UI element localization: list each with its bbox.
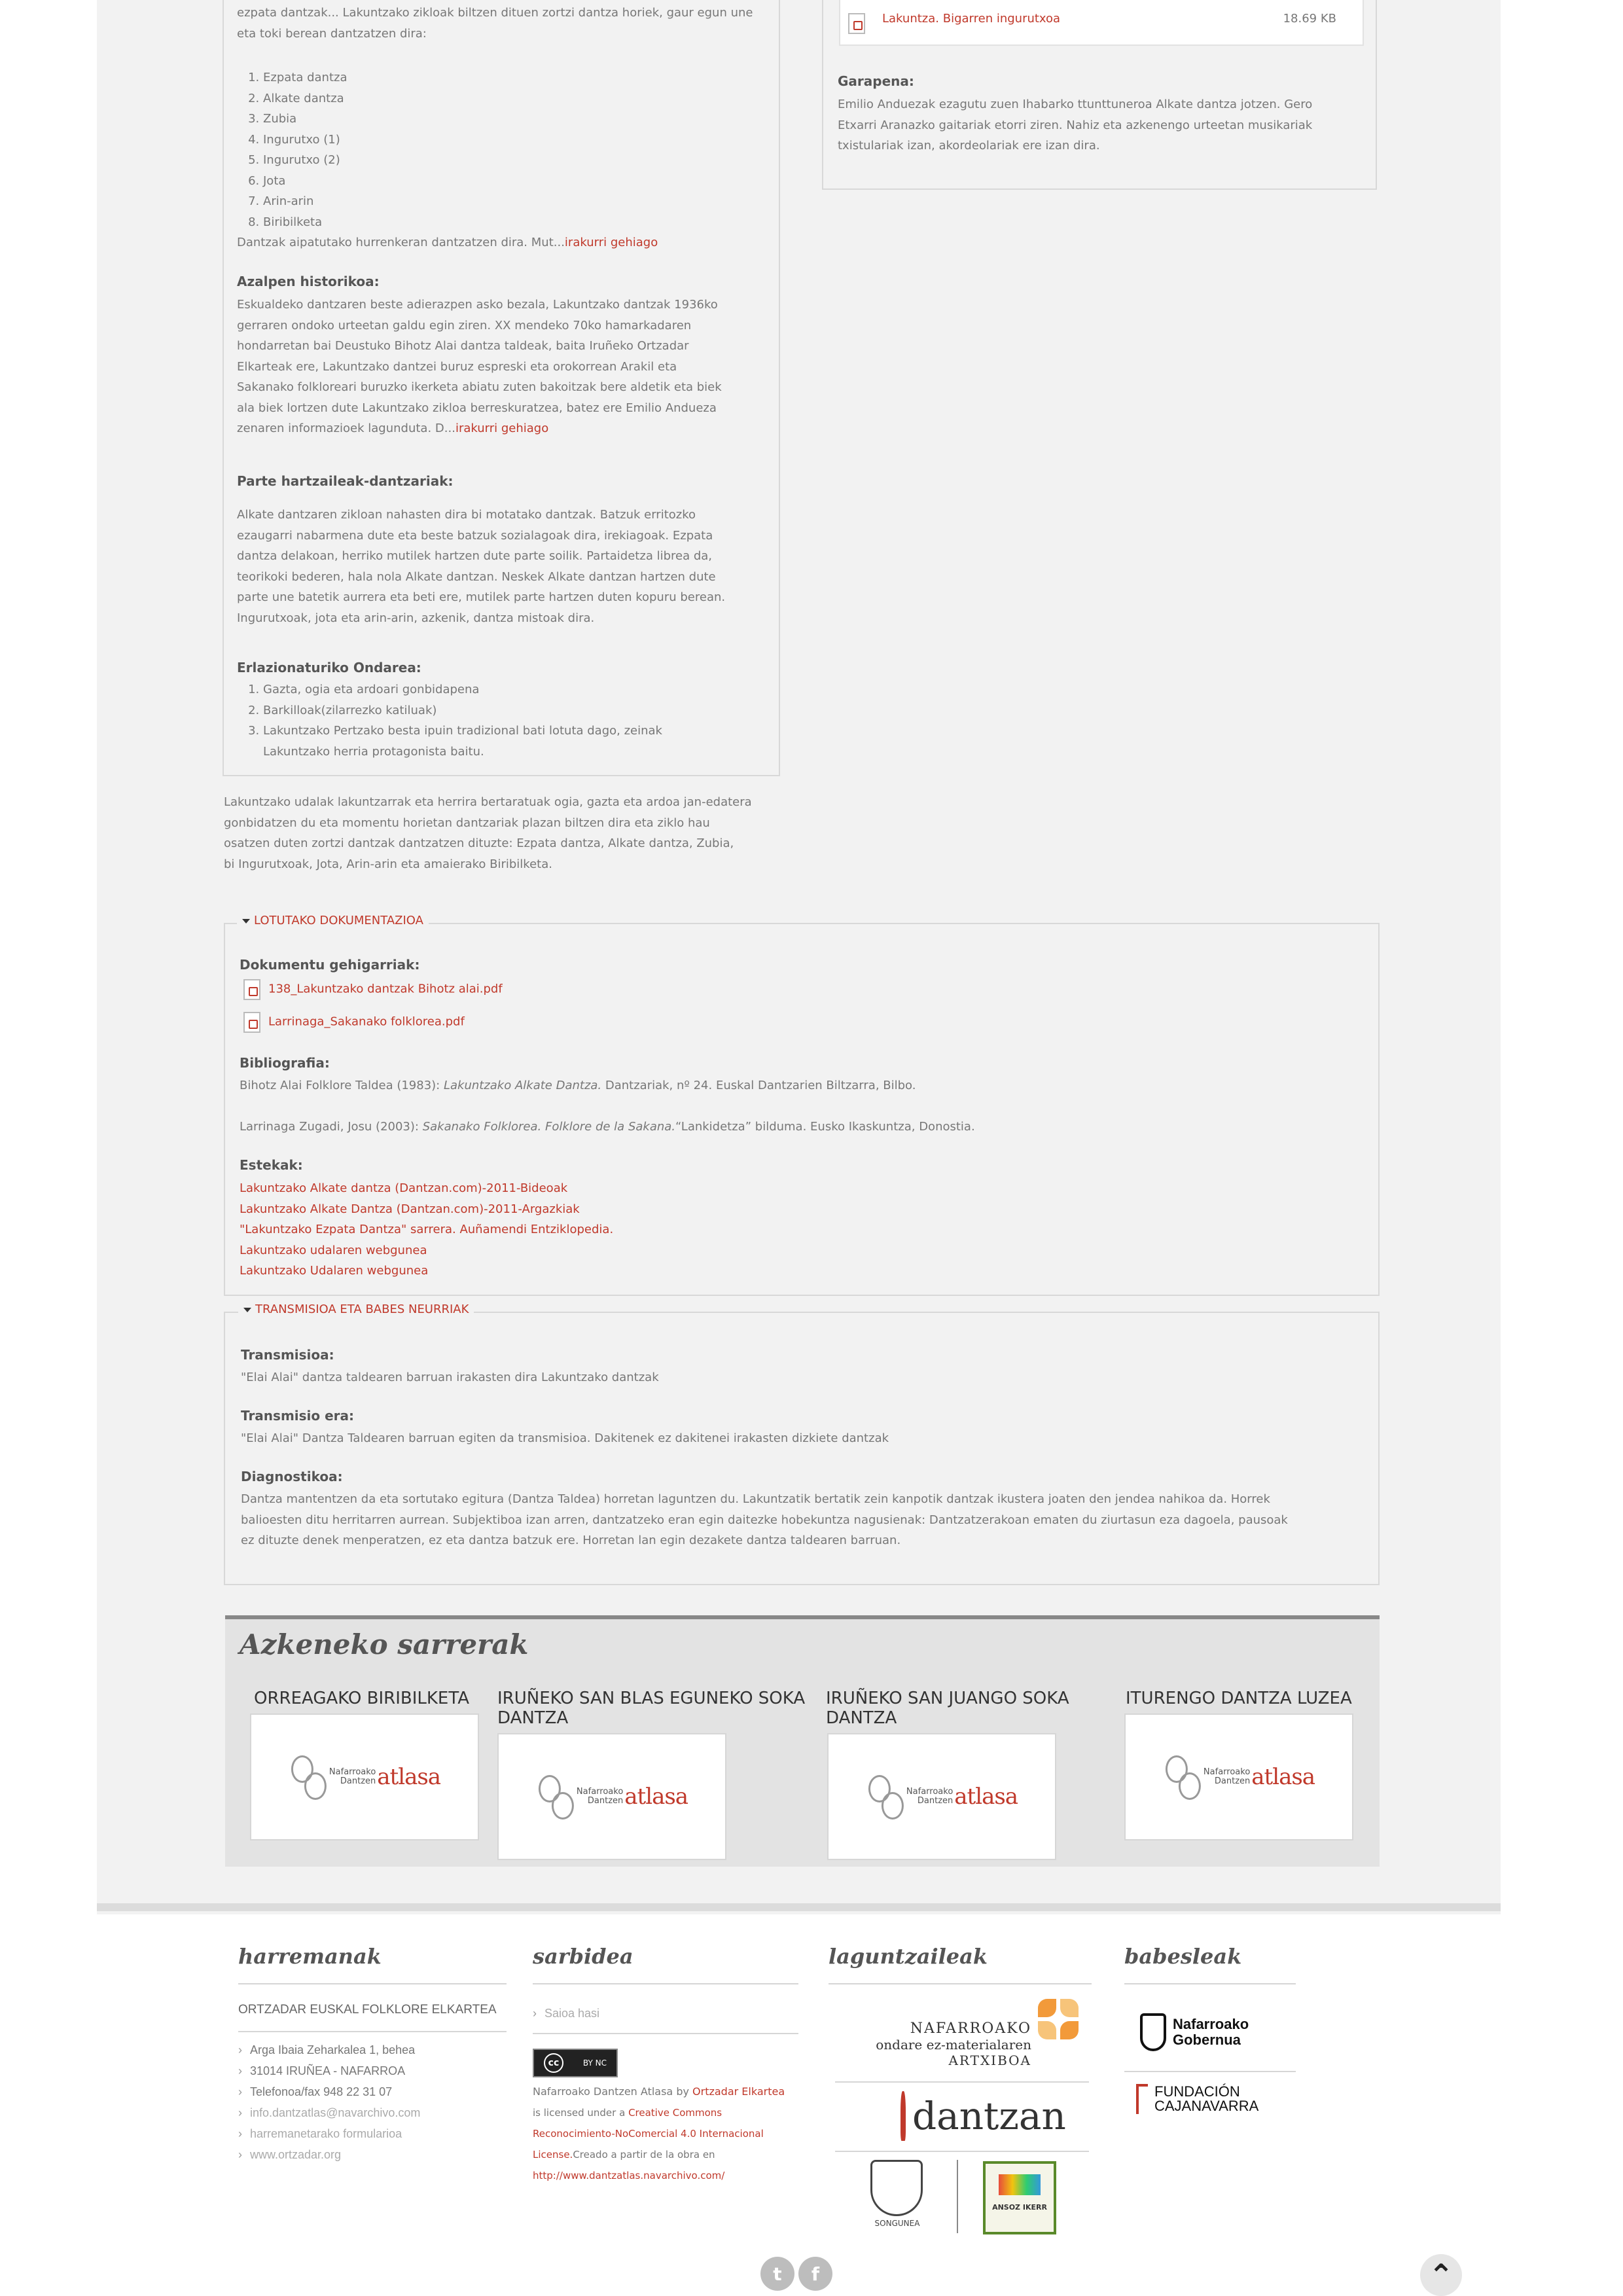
dance-item: 5. Ingurutxo (2): [263, 150, 774, 171]
license-text: [533, 2081, 808, 2186]
footer-link[interactable]: › info.dantzatlas@navarchivo.com: [238, 2102, 420, 2123]
garapena-title: Garapena:: [838, 73, 914, 89]
logo-word: atlasa: [1251, 1764, 1315, 1790]
post-card-4[interactable]: [1124, 1713, 1353, 1840]
post-link[interactable]: DANTZA: [826, 1708, 897, 1728]
file-link[interactable]: Lakuntza. Bigarren ingurutxoa: [882, 12, 1061, 26]
gobernua-line-2: Gobernua: [1173, 2032, 1241, 2048]
footer-link[interactable]: › harremanetarako formularioa: [238, 2123, 420, 2144]
pdf-icon: [848, 13, 865, 34]
biblio-work: Sakanako Folklorea. Folklore de la Sakana.: [422, 1120, 676, 1134]
footer-laguntzaileak-title: laguntzaileak: [829, 1944, 988, 1969]
trans-legend[interactable]: [238, 1302, 474, 1316]
post-link[interactable]: ITURENGO DANTZA LUZEA: [1126, 1689, 1352, 1708]
dance-item: 6. Jota: [263, 171, 774, 192]
dance-item: 2. Alkate dantza: [263, 88, 774, 109]
cc-link[interactable]: Creative Commons: [628, 2107, 722, 2119]
parteLines-line: teorikoki bederen, hala nola Alkate dantzan. Neskek Alkate dantzan hartzen dute: [237, 569, 716, 584]
artxiboa-line-2: ondare ez-materialaren: [876, 2037, 1031, 2053]
intro-after: [237, 232, 774, 253]
links-title: Estekak:: [240, 1157, 303, 1173]
atlas-logo: [1163, 1753, 1315, 1801]
doc-legend[interactable]: [237, 914, 429, 927]
summaryLines-line: Lakuntzako udalak lakuntzarrak eta herrira bertaratuak ogia, gazta eta ardoa jan-edatera: [224, 795, 752, 809]
footer-divider: [97, 1903, 1501, 1911]
cc-license-badge[interactable]: [533, 2049, 618, 2077]
external-link[interactable]: Lakuntzako Udalaren webgunea: [240, 1264, 429, 1278]
dance-list: [237, 67, 774, 232]
dance-item: 8. Biribilketa: [263, 212, 774, 233]
logo-word-top: Nafarroako: [576, 1787, 624, 1797]
summaryLines-line: gonbidatzen du eta momentu horietan dantzariak plazan biltzen dira eta ziklo hau: [224, 816, 710, 830]
logo-word-bottom: Dantzen: [340, 1776, 376, 1786]
rainbow-icon: [999, 2174, 1041, 2195]
artxiboa-line-3: ARTXIBOA: [948, 2053, 1031, 2068]
logo-word: atlasa: [954, 1784, 1018, 1810]
post-link[interactable]: IRUÑEKO SAN JUANGO SOKA: [826, 1689, 1069, 1708]
external-link[interactable]: "Lakuntzako Ezpata Dantza" sarrera. Auñamendi Entziklopedia.: [240, 1223, 614, 1236]
login-link-label[interactable]: › Saioa hasi: [533, 2003, 599, 2024]
fAddr-line: › Telefonoa/fax 948 22 31 07: [238, 2081, 415, 2102]
file-size: 18.69 KB: [1283, 12, 1336, 26]
post-card-3[interactable]: [827, 1733, 1056, 1860]
post-card-2[interactable]: [497, 1733, 726, 1860]
post-link[interactable]: DANTZA: [497, 1708, 569, 1728]
biblio-author: Larrinaga Zugadi, Josu (2003):: [240, 1120, 423, 1134]
erlazio-list: [237, 679, 774, 762]
summary-text: [224, 792, 780, 874]
azalpenLines-line: Elkarteak ere, Lakuntzako dantzei buruz espreski eta orokorrean Arakil eta: [237, 359, 677, 374]
biblio-entry-1: [240, 1075, 916, 1096]
songunea-icon: [870, 2160, 923, 2216]
post-link[interactable]: IRUÑEKO SAN BLAS EGUNEKO SOKA: [497, 1689, 806, 1708]
biblio-title: Bibliografia:: [240, 1055, 330, 1071]
footer-link[interactable]: › www.ortzadar.org: [238, 2144, 420, 2165]
source-url-link[interactable]: http://www.dantzatlas.navarchivo.com/: [533, 2170, 725, 2181]
collapse-triangle-icon: [243, 1308, 251, 1312]
login-link[interactable]: [533, 2003, 599, 2024]
diagLines-line: Dantza mantentzen da eta sortutako egitura (Dantza Taldea) horretan laguntzen du. Lakuntzatik bertatik zein kanpotik dantzak ikustera joaten den jendea nahikoa da. Horrek: [241, 1492, 1270, 1506]
garapenaLines-line: Etxarri Aranazko gaitariak etorri ziren. Nahiz eta azkenengo urteetan musikariak: [838, 118, 1313, 132]
biblio-author: Bihotz Alai Folklore Taldea (1983):: [240, 1079, 444, 1092]
footer-babesleak-title: babesleak: [1124, 1944, 1242, 1969]
ansoz-logo[interactable]: [983, 2161, 1056, 2234]
ortzadar-link[interactable]: Ortzadar Elkartea: [692, 2085, 785, 2098]
songunea-logo[interactable]: [868, 2157, 927, 2231]
azalpen-text: [237, 295, 774, 418]
azalpenLines-line: Sakanako folkloreari buruzko ikerketa abiatu zuten bakoitzak bere aldetik eta biek: [237, 380, 722, 394]
license-part: Nafarroako Dantzen Atlasa by: [533, 2085, 693, 2098]
cc-icon: cc: [544, 2053, 563, 2073]
biblio-pub: Dantzariak, nº 24. Euskal Dantzarien Biltzarra, Bilbo.: [601, 1079, 916, 1092]
read-more-link[interactable]: irakurri gehiago: [564, 236, 658, 249]
transmisio-era-text: "Elai Alai" Dantza Taldearen barruan egiten da transmisioa. Dakitenek ez dakitenei irakasten dizkiete dantzak: [241, 1431, 889, 1445]
post-link[interactable]: ORREAGAKO BIRIBILKETA: [254, 1689, 469, 1708]
summaryLines-line: osatzen duten zortzi dantzak dantzatzen dituzte: Ezpata dantza, Alkate dantza, Zubia,: [224, 836, 734, 850]
parteLines-line: Ingurutxoak, jota eta arin-arin, azkenik, dantza mistoak dira.: [237, 611, 595, 625]
shoe-icon: [901, 2091, 906, 2141]
footprints-icon: [289, 1753, 328, 1801]
parteLines-line: dantza delakoan, herriko mutilek hartzen dute parte soilik. Partaidetza librea da,: [237, 549, 713, 563]
recent-posts-title: Azkeneko sarrerak: [240, 1628, 529, 1660]
by-nc-icon: BY NC: [582, 2058, 607, 2068]
biblio-pub: “Lankidetza” bilduma. Eusko Ikaskuntza, Donostia.: [675, 1120, 975, 1134]
artxiboa-logo[interactable]: [851, 1996, 1086, 2075]
footer-address: [238, 2039, 415, 2102]
azalpenLines-line: Eskualdeko dantzaren beste adierazpen asko bezala, Lakuntzako dantzak 1936ko: [237, 298, 718, 312]
logo-word-top: Nafarroako: [329, 1767, 376, 1777]
cc-license-link[interactable]: Reconocimiento-NoComercial 4.0 Internacional: [533, 2128, 764, 2140]
diagnostikoa-text: [241, 1489, 1366, 1551]
doc-file-2[interactable]: [243, 1012, 465, 1033]
dantzan-logo[interactable]: [901, 2088, 1066, 2144]
azalpenLines-line: hondarretan bai Deustuko Bihotz Alai dantza taldeak, baita Iruñeko Ortzadar: [237, 339, 689, 353]
collapse-triangle-icon: [242, 919, 250, 924]
logo-word-bottom: Dantzen: [1214, 1776, 1251, 1786]
artxiboa-line-1: NAFARROAKO: [910, 2020, 1031, 2037]
read-more-link-2[interactable]: irakurri gehiago: [455, 422, 549, 435]
diagnostikoa-title: Diagnostikoa:: [241, 1469, 343, 1484]
diagLines-line: ez dituzte denek menperatzen, ez eta dantza batzuk ere. Horretan lan egin dezakete dantza taldearen barruan.: [241, 1534, 901, 1547]
shield-icon: [1140, 2013, 1166, 2051]
logo-word-bottom: Dantzen: [587, 1796, 624, 1806]
songunea-word: SONGUNEA: [874, 2219, 920, 2228]
facebook-icon[interactable]: f: [798, 2257, 832, 2291]
extra-docs-title: Dokumentu gehigarriak:: [240, 957, 420, 973]
intro-text: [237, 3, 774, 44]
ansoz-word: ANSOZ IKERR: [992, 2203, 1047, 2212]
logo-word: atlasa: [624, 1784, 688, 1810]
footer-sarbidea-title: sarbidea: [533, 1944, 633, 1969]
parteLines-line: Alkate dantzaren zikloan nahasten dira bi motatako dantzak. Batzuk erritozko: [237, 508, 696, 522]
intro-paragraph: ezpata dantzak... Lakuntzako zikloak biltzen dituen zortzi dantza horiek, gaur egun une eta toki berean dantzatzen dira:: [237, 6, 753, 41]
license-part: Creado a partir de la obra en: [573, 2149, 715, 2161]
doc-legend-label: LOTUTAKO DOKUMENTAZIOA: [254, 914, 423, 927]
footprints-icon: [536, 1772, 575, 1821]
erlazio-item-cont: Lakuntzako herria protagonista baitu.: [263, 744, 484, 759]
dance-list-items: [237, 67, 774, 232]
biblio-entry-2: [240, 1117, 975, 1138]
garapena-text: [838, 94, 1361, 156]
doc-file-link[interactable]: 138_Lakuntzako dantzak Bihotz alai.pdf: [268, 982, 503, 996]
dance-item: 7. Arin-arin: [263, 191, 774, 212]
dance-item: 1. Ezpata dantza: [263, 67, 774, 88]
parte-title: Parte hartzaileak-dantzariak:: [237, 473, 454, 489]
external-link[interactable]: Lakuntzako Alkate Dantza (Dantzan.com)-2011-Argazkiak: [240, 1202, 580, 1216]
transmisioa-title: Transmisioa:: [241, 1347, 334, 1363]
erlazio-item: 1. Gazta, ogia eta ardoari gonbidapena: [263, 679, 774, 700]
footer-links: [238, 2102, 420, 2165]
pdf-icon: [243, 1012, 260, 1033]
intro-after-text: Dantzak aipatutako hurrenkeran dantzatzen dira. Mut...: [237, 236, 565, 249]
dance-item: 4. Ingurutxo (1): [263, 130, 774, 151]
transmisioa-text: "Elai Alai" dantza taldearen barruan irakasten dira Lakuntzako dantzak: [241, 1371, 659, 1384]
post-title-2[interactable]: [497, 1689, 838, 1728]
dance-item: 3. Zubia: [263, 109, 774, 130]
footprints-icon: [866, 1772, 905, 1821]
diagLines-line: balioesten ditu herritarren aurrean. Subjektiboa izan arren, dantzatzeko eran egin daitezke hobekuntza nagusienak: Dantzatzerakoan ematen du ziurtasun eza dagoela, pausoak: [241, 1513, 1288, 1527]
azalpen-last-text: zenaren informazioek lagunduta. D...: [237, 422, 455, 435]
footprints-icon: [1163, 1753, 1202, 1801]
garapenaLines-line: txistulariak izan, akordeolariak ere izan dira.: [838, 139, 1100, 152]
links-list: [240, 1178, 613, 1282]
post-title-1[interactable]: [254, 1689, 469, 1708]
gobernua-line-1: Nafarroako: [1173, 2016, 1249, 2032]
logo-word-bottom: Dantzen: [917, 1796, 954, 1806]
parteLines-line: ezaugarri nabarmena dute eta beste batzuk sozialagoak dira, irekiagoak. Ezpata: [237, 528, 713, 543]
azalpen-title: Azalpen historikoa:: [237, 274, 380, 289]
gobernua-logo[interactable]: [1140, 2013, 1249, 2051]
license-part: is licensed under a: [533, 2107, 629, 2119]
atlas-logo: [536, 1772, 688, 1821]
cajanavarra-icon: [1136, 2084, 1148, 2114]
logo-word-top: Nafarroako: [1203, 1767, 1251, 1777]
cajanavarra-line-1: FUNDACIÓN: [1154, 2083, 1240, 2100]
transmisio-era-title: Transmisio era:: [241, 1408, 355, 1424]
file-row: [839, 0, 1364, 46]
twitter-icon[interactable]: t: [760, 2257, 794, 2291]
back-to-top-icon[interactable]: ⌃: [1420, 2254, 1462, 2296]
license-link[interactable]: License.: [533, 2149, 573, 2161]
parteLines-line: parte une batetik aurrera eta beti ere, mutilek parte hartzen duten kopuru berean.: [237, 590, 726, 604]
logo-word-top: Nafarroako: [906, 1787, 954, 1797]
flower-icon: [1038, 1999, 1080, 2041]
erlazio-item: 2. Barkilloak(zilarrezko katiluak): [263, 700, 774, 721]
cajanavarra-logo[interactable]: [1136, 2084, 1258, 2114]
pdf-icon: [243, 979, 260, 1000]
footer-harremanak-title: harremanak: [238, 1944, 382, 1969]
biblio-work: Lakuntzako Alkate Dantza.: [443, 1079, 602, 1092]
fAddr-line: › Arga Ibaia Zeharkalea 1, behea: [238, 2039, 415, 2060]
post-card-1[interactable]: [250, 1713, 479, 1840]
parte-text: [237, 505, 774, 628]
erlazio-items: [237, 679, 774, 762]
atlas-logo: [289, 1753, 440, 1801]
azalpenLines-line: gerraren ondoko urteetan galdu egin ziren. XX mendeko 70ko hamarkadaren: [237, 318, 692, 332]
post-title-3[interactable]: [826, 1689, 1140, 1728]
summaryLines-line: bi Ingurutxoak, Jota, Arin-arin eta amaierako Biribilketa.: [224, 857, 552, 871]
azalpenLines-line: ala biek lortzen dute Lakuntzako zikloa berreskuratzea, batez ere Emilio Andueza: [237, 401, 717, 415]
cajanavarra-line-2: CAJANAVARRA: [1154, 2098, 1259, 2114]
external-link[interactable]: Lakuntzako Alkate dantza (Dantzan.com)-2011-Bideoak: [240, 1181, 568, 1195]
doc-file-1[interactable]: [243, 979, 503, 1000]
footer-org-name: ORTZADAR EUSKAL FOLKLORE ELKARTEA: [238, 2003, 497, 2017]
azalpen-last: [237, 418, 774, 439]
doc-file-link[interactable]: Larrinaga_Sakanako folklorea.pdf: [268, 1014, 465, 1029]
erlazio-title: Erlazionaturiko Ondarea:: [237, 660, 421, 675]
atlas-logo: [866, 1772, 1018, 1821]
logo-word: atlasa: [377, 1764, 441, 1790]
erlazio-item: 3. Lakuntzako Pertzako besta ipuin tradizional bati lotuta dago, zeinak Lakuntzako herria protagonista baitu.: [263, 721, 774, 762]
garapenaLines-line: Emilio Anduezak ezagutu zuen Ihabarko ttunttuneroa Alkate dantza jotzen. Gero: [838, 98, 1313, 111]
dantzan-word: dantzan: [912, 2094, 1066, 2138]
trans-legend-label: TRANSMISIOA ETA BABES NEURRIAK: [255, 1302, 469, 1316]
fAddr-line: › 31014 IRUÑEA - NAFARROA: [238, 2060, 415, 2081]
post-title-4[interactable]: [1126, 1689, 1352, 1708]
external-link[interactable]: Lakuntzako udalaren webgunea: [240, 1243, 427, 1257]
